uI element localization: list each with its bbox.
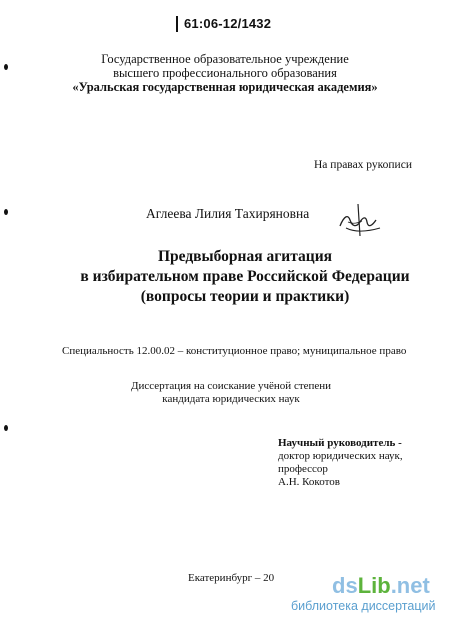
watermark-logo <box>332 574 430 598</box>
city-year: Екатеринбург – 20 <box>188 572 275 584</box>
watermark-logo-ds: ds <box>332 573 358 598</box>
archive-code: 61:06-12/1432 <box>176 16 271 32</box>
organization-line-3: «Уральская государственная юридическая академия» <box>72 80 378 94</box>
rights-note: На правах рукописи <box>314 159 412 171</box>
supervisor-degree: доктор юридических наук, <box>278 450 403 462</box>
supervisor-rank: профессор <box>278 463 328 475</box>
scan-mark-left-bottom <box>4 425 8 431</box>
dissertation-degree-line-2: кандидата юридических наук <box>162 393 300 405</box>
scan-mark-left-middle <box>4 209 8 215</box>
dissertation-degree-line-1: Диссертация на соискание учёной степени <box>130 380 332 392</box>
watermark-subtitle: библиотека диссертаций <box>291 599 436 613</box>
supervisor-name: А.Н. Кокотов <box>278 476 340 488</box>
supervisor-heading: Научный руководитель - <box>278 437 402 449</box>
dissertation-title-line-3: (вопросы теории и практики) <box>140 288 350 305</box>
author-name: Аглеева Лилия Тахиряновна <box>146 206 310 221</box>
specialty-line: Специальность 12.00.02 – конституционное право; муниципальное право <box>62 345 407 357</box>
watermark-logo-lib: Lib <box>357 573 391 598</box>
watermark-logo-net: .net <box>390 573 430 598</box>
handwritten-signature <box>336 202 382 238</box>
organization-line-1: Государственное образовательное учреждение <box>101 52 349 66</box>
dissertation-title-line-2: в избирательном праве Российской Федерации <box>80 268 410 285</box>
dissertation-title-line-1: Предвыборная агитация <box>157 248 333 265</box>
organization-line-2: высшего профессионального образования <box>113 66 337 80</box>
